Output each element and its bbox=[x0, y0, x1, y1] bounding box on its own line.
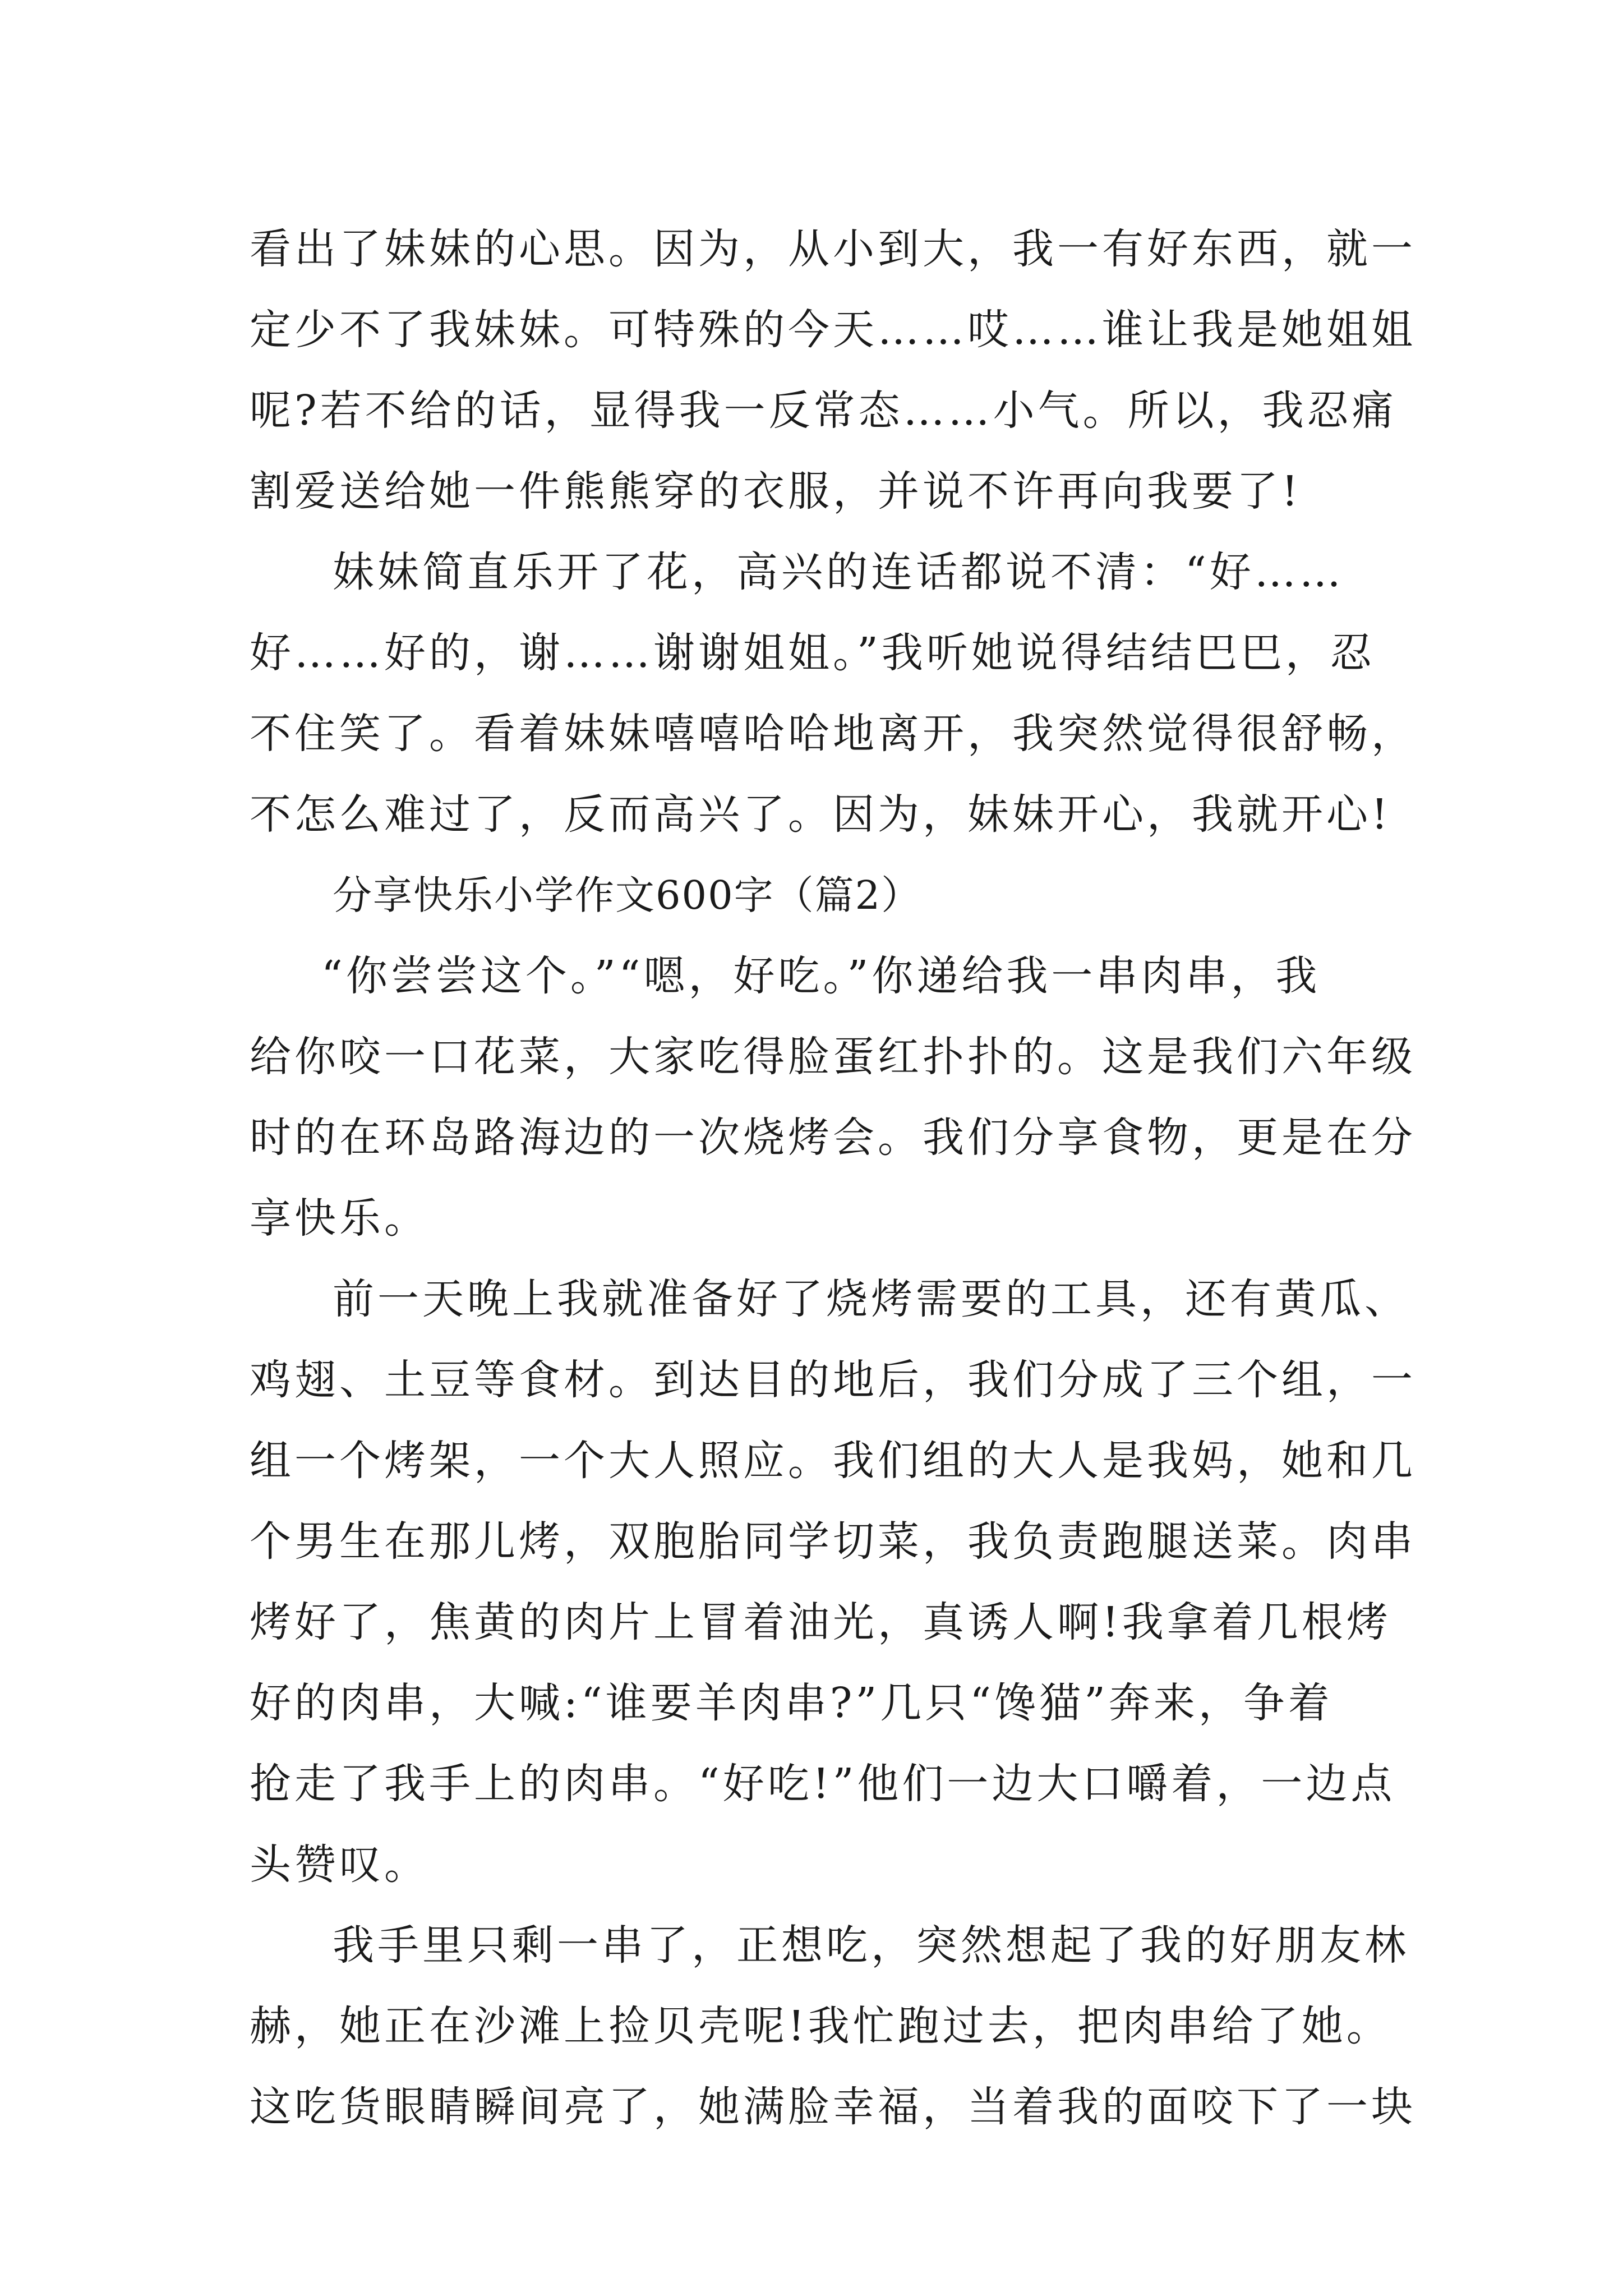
paragraph-start-line: 前一天晚上我就准备好了烧烤需要的工具，还有黄瓜、 bbox=[333, 1275, 1409, 1323]
text-line: 享快乐。 bbox=[250, 1194, 429, 1243]
text-line: 组一个烤架，一个大人照应。我们组的大人是我妈，她和几 bbox=[250, 1437, 1416, 1485]
text-line: 给你咬一口花菜，大家吃得脸蛋红扑扑的。这是我们六年级 bbox=[250, 1033, 1416, 1081]
text-line: 时的在环岛路海边的一次烧烤会。我们分享食物，更是在分 bbox=[250, 1114, 1416, 1162]
paragraph-start-line: 我手里只剩一串了，正想吃，突然想起了我的好朋友林 bbox=[333, 1921, 1409, 1970]
text-line: 这吃货眼睛瞬间亮了，她满脸幸福，当着我的面咬下了一块 bbox=[250, 2083, 1416, 2131]
text-line: 看出了妹妹的心思。因为，从小到大，我一有好东西，就一 bbox=[250, 225, 1416, 273]
paragraph-start-line: 妹妹简直乐开了花，高兴的连话都说不清：“好…… bbox=[333, 548, 1344, 596]
text-line: 个男生在那儿烤，双胞胎同学切菜，我负责跑腿送菜。肉串 bbox=[250, 1517, 1416, 1566]
text-line: 不怎么难过了，反而高兴了。因为，妹妹开心，我就开心! bbox=[250, 790, 1391, 839]
paragraph-start-line: “你尝尝这个。”“嗯，好吃。”你递给我一串肉串，我 bbox=[321, 952, 1321, 1000]
text-line: 好的肉串，大喊:“谁要羊肉串?”几只“馋猫”奔来，争着 bbox=[250, 1679, 1333, 1727]
text-line: 抢走了我手上的肉串。“好吃!”他们一边大口嚼着，一边点 bbox=[250, 1760, 1396, 1808]
section-heading: 分享快乐小学作文600字（篇2） bbox=[333, 872, 922, 918]
text-line: 定少不了我妹妹。可特殊的今天……哎……谁让我是她姐姐 bbox=[250, 306, 1416, 354]
text-line: 烤好了，焦黄的肉片上冒着油光，真诱人啊!我拿着几根烤 bbox=[250, 1598, 1391, 1646]
text-line: 割爱送给她一件熊熊穿的衣服，并说不许再向我要了! bbox=[250, 467, 1302, 516]
text-line: 呢?若不给的话，显得我一反常态……小气。所以，我忍痛 bbox=[250, 386, 1397, 435]
text-line: 不住笑了。看着妹妹嘻嘻哈哈地离开，我突然觉得很舒畅， bbox=[250, 710, 1416, 758]
text-line: 赫，她正在沙滩上捡贝壳呢!我忙跑过去，把肉串给了她。 bbox=[250, 2002, 1391, 2050]
essay-body bbox=[250, 209, 1416, 2147]
text-line: 鸡翅、土豆等食材。到达目的地后，我们分成了三个组，一 bbox=[250, 1356, 1416, 1404]
text-line: 头赞叹。 bbox=[250, 1841, 429, 1889]
text-line: 好……好的，谢……谢谢姐姐。”我听她说得结结巴巴，忍 bbox=[250, 629, 1375, 677]
